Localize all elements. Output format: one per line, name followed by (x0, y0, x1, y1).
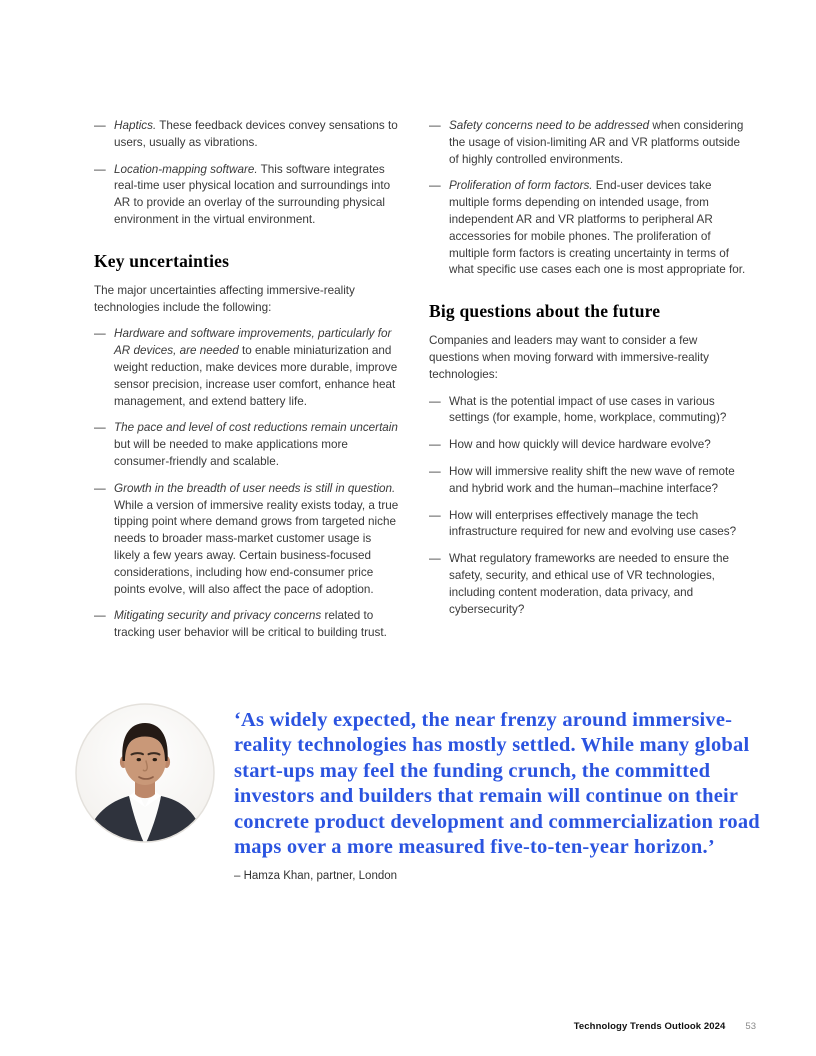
bullet-text: Location-mapping software. This software integrates real-time user physical location and surroundings into AR to provide an overlay of the surrounding physical environment in the virtual environment. (114, 162, 391, 226)
bullet-text: How and how quickly will device hardware evolve? (449, 438, 711, 452)
two-column-body (94, 118, 746, 652)
report-title: Technology Trends Outlook 2024 (573, 1021, 726, 1032)
author-portrait-photo (75, 703, 215, 843)
bullet-text: How will immersive reality shift the new wave of remote and hybrid work and the human–machine interface? (449, 464, 735, 495)
section-heading: Key uncertainties (94, 250, 230, 271)
bullet-item (94, 118, 400, 152)
section-intro-paragraph: Companies and leaders may want to consider a few questions when moving forward with immersive-reality technologies: (429, 334, 709, 381)
bullet-dash: — (429, 464, 441, 478)
portrait-illustration (75, 703, 215, 843)
bullet-text: Haptics. These feedback devices convey sensations to users, usually as vibrations. (114, 119, 398, 149)
bullet-text: How will enterprises effectively manage the tech infrastructure required for new and evolving use cases? (449, 508, 737, 539)
page-number: 53 (745, 1021, 756, 1032)
section-heading: Big questions about the future (429, 301, 661, 322)
bullet-item (429, 394, 746, 428)
bullet-item (94, 608, 400, 642)
bullet-dash: — (429, 438, 441, 452)
bullet-item (429, 464, 746, 498)
bullet-dash: — (94, 327, 106, 341)
bullet-item (429, 437, 746, 454)
bullet-text: Growth in the breadth of user needs is still in question. While a version of immersive reality exists today, a true tipping point where demand grows from targeted niche needs to broader mass-market customer usage is likely a few years away. Certain business-focused considerations, including how end-consumer price points evolve, will also affect the pace of adoption. (114, 481, 399, 596)
quote-text: ‘As widely expected, the near frenzy around immersive- reality technologies has mostly settled. While many global start-ups may feel the funding crunch, the committed investors and builders that remain will continue on their concrete product development and commercialization road maps over a more measured five-to-ten-year horizon.’ (234, 709, 760, 859)
left-column (94, 118, 400, 652)
bullet-dash: — (94, 421, 106, 435)
bullet-item (429, 508, 746, 542)
bullet-dash: — (94, 119, 106, 132)
bullet-item (94, 481, 400, 599)
bullet-item (94, 420, 400, 470)
bullet-item (94, 162, 400, 229)
right-column (429, 118, 746, 652)
bullet-text: The pace and level of cost reductions remain uncertain but will be needed to make applications more consumer-friendly and scalable. (114, 421, 398, 468)
bullet-text: What regulatory frameworks are needed to ensure the safety, security, and ethical use of VR technologies, including content moderation, data privacy, and cybersecurity? (449, 552, 729, 616)
bullet-text: Safety concerns need to be addressed when considering the usage of vision-limiting AR and VR platforms outside of highly controlled environments. (449, 119, 744, 166)
bullet-item (429, 178, 746, 279)
bullet-item (429, 551, 746, 618)
bullet-dash: — (94, 481, 106, 495)
bullet-dash: — (429, 119, 441, 132)
bullet-text: Mitigating security and privacy concerns related to tracking user behavior will be critical to building trust. (114, 609, 387, 640)
bullet-dash: — (429, 552, 441, 566)
bullet-dash: — (429, 394, 441, 408)
bullet-text: Proliferation of form factors. End-user devices take multiple forms depending on intended usage, from independent AR and VR platforms to peripheral AR accessories for mobile phones. The proliferation of multiple form factors is creating uncertainty in terms of what specific use cases each one is most appropriate for. (449, 179, 746, 277)
bullet-text: Hardware and software improvements, particularly for AR devices, are needed to enable miniaturization and weight reduction, make devices more durable, improve sensor precision, increase user comfort, enhance heat management, and extend battery life. (114, 327, 398, 408)
section-intro-paragraph: The major uncertainties affecting immersive-reality technologies include the following: (94, 283, 355, 314)
quote-text-block (234, 703, 786, 882)
bullet-dash: — (94, 162, 106, 176)
bullet-dash: — (429, 179, 441, 193)
bullet-dash: — (429, 508, 441, 522)
bullet-item (429, 118, 746, 168)
bullet-text: What is the potential impact of use cases in various settings (for example, home, workplace, commuting)? (449, 394, 727, 425)
bullet-dash: — (94, 609, 106, 623)
page-footer (574, 1021, 756, 1033)
bullet-item (94, 326, 400, 410)
quote-attribution: – Hamza Khan, partner, London (234, 870, 398, 883)
pull-quote-section (75, 703, 786, 882)
